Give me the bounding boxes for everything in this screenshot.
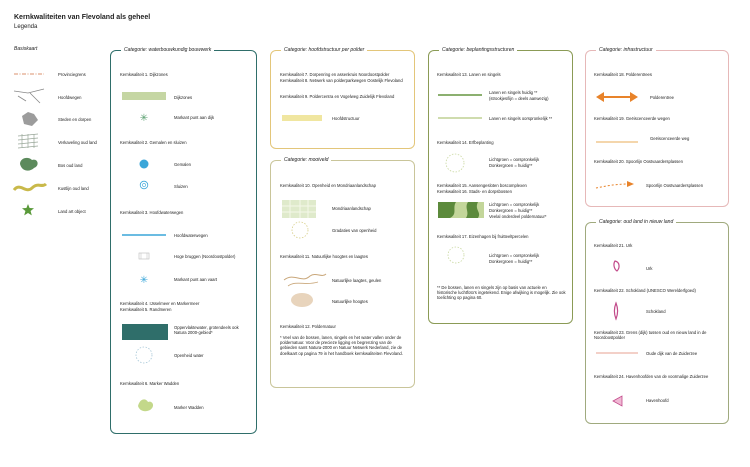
boundary-dash-icon bbox=[14, 70, 44, 78]
coastline-icon bbox=[14, 182, 46, 194]
k18-label: Kernkwaliteit 18. Polderentrees bbox=[594, 72, 652, 77]
legend-bos: Bos oud land bbox=[58, 163, 83, 168]
erfbeplanting-ring-icon bbox=[444, 152, 466, 174]
open-water-label: Oppervlaktewater, grotendeels ook Natura 2000-gebied* bbox=[174, 325, 239, 336]
openheid-water-ring-icon bbox=[134, 345, 154, 365]
k22-label: Kernkwaliteit 22. Schokland (UNESCO Werelderfgoed) bbox=[594, 288, 696, 293]
asterisk-vaart-icon bbox=[139, 274, 149, 284]
polderentree-arrow-icon bbox=[596, 92, 638, 102]
laagtes-label: Natuurlijke laagtes, geulen bbox=[332, 278, 382, 283]
hoofdwaterwegen-label: Hoofdwaterwegen bbox=[174, 233, 208, 238]
k20-label: Kernkwaliteit 20. Spoorlijn Oostvaardersplassen bbox=[594, 159, 683, 164]
svg-text:✳: ✳ bbox=[139, 113, 149, 124]
water-heading: Categorie: waterbouwkundig bouwwerk bbox=[121, 47, 214, 53]
urk-label: Urk bbox=[646, 266, 653, 271]
elzenhagen-ring-icon bbox=[446, 245, 466, 265]
svg-text:✳: ✳ bbox=[139, 275, 149, 286]
star-icon bbox=[22, 204, 34, 216]
oude-dijk-label: Oude dijk van de Zuiderzee bbox=[646, 351, 698, 356]
k24-label: Kernkwaliteit 24. Havenhoofden van de voormalige Zuiderzee bbox=[594, 374, 709, 379]
k6-label: Kernkwaliteit 6. Marker Wadden bbox=[120, 381, 180, 386]
hoofdwaterweg-line-icon bbox=[122, 233, 166, 237]
k15-label: Kernkwaliteit 15. Aansengesloten boscomplexen bbox=[437, 183, 527, 188]
gemalen-label: Gemalen bbox=[174, 162, 191, 167]
hoogtes-blob-icon bbox=[290, 292, 314, 308]
mondriaan-label: Mondriaanlandschap bbox=[332, 206, 371, 211]
mooi-heading: Categorie: mooiveld bbox=[281, 157, 331, 163]
forest-blob-icon bbox=[18, 156, 40, 172]
hoofdstructuur-band-icon bbox=[282, 115, 322, 121]
mondriaan-icon bbox=[282, 200, 316, 218]
spoorlijn-label: Spoorlijn Oostvaardersplassen bbox=[646, 183, 704, 188]
k2-label: Kernkwaliteit 2. Gemalen en sluizen bbox=[120, 140, 187, 145]
hoogtes-label: Natuurlijke hoogtes bbox=[332, 299, 368, 304]
veelal-label: Veelal onderdeel poldernatuur* bbox=[489, 214, 547, 219]
legend-kustlijn: Kustlijn oud land bbox=[58, 186, 89, 191]
k11-label: Kernkwaliteit 11. Natuurlijke hoogtes en laagtes bbox=[280, 254, 368, 259]
legend-verkaveling: Verkaveling oud land bbox=[58, 140, 97, 145]
lanen-huidig-label: Lanen en singels huidig ** bbox=[489, 90, 538, 95]
havenhoofd-triangle-icon bbox=[612, 395, 624, 407]
hoofdstructuur-label: Hoofdstructuur bbox=[332, 116, 360, 121]
gradaties-label: Gradaties van openheid bbox=[332, 228, 377, 233]
dijkzone-band-icon bbox=[122, 92, 166, 100]
boscomplex-fill-icon bbox=[438, 202, 484, 218]
k3-label: Kernkwaliteit 3. Hoofdwaterwegen bbox=[120, 210, 184, 215]
asterisk-dijk-icon bbox=[139, 112, 149, 122]
parcels-icon bbox=[16, 132, 42, 150]
oud-category-box bbox=[585, 219, 729, 424]
water-category-box bbox=[110, 47, 257, 434]
k19-label: Kernkwaliteit 19. Geëiscenceerde wegen bbox=[594, 116, 670, 121]
lanen-oorspr-label: Lanen en singels oorspronkelijk ** bbox=[489, 116, 553, 121]
lichtgroen2-label: Lichtgroen = oorspronkelijk bbox=[489, 202, 540, 207]
brug-icon bbox=[138, 252, 150, 260]
legend-land-art: Land art object bbox=[58, 209, 86, 214]
markant-dijk-label: Markant punt aan dijk bbox=[174, 115, 215, 120]
weg-line-icon bbox=[596, 140, 638, 144]
bruggen-label: Hoge bruggen (Noordoostpolder) bbox=[174, 254, 236, 259]
laagtes-lines-icon bbox=[284, 270, 326, 288]
infra-heading: Categorie: infrastructuur bbox=[596, 47, 656, 53]
donkergroen2-label: Donkergroen = huidig** bbox=[489, 208, 533, 213]
k17-label: Kernkwaliteit 17. Eizenhagen bij fruitteeltpercelen bbox=[437, 234, 529, 239]
k13-label: Kernkwaliteit 13. Lanen en singels bbox=[437, 72, 501, 77]
lichtgroen3-label: Lichtgroen = oorspronkelijk bbox=[489, 253, 540, 258]
legend-steden: Steden en dorpen bbox=[58, 117, 92, 122]
k9-label: Kernkwaliteit 9. Poldercentra en Vogelweg Zuidelijk Flevoland bbox=[280, 94, 395, 99]
k5-label: Kernkwaliteit 5. Randmeren bbox=[120, 307, 172, 312]
page-title: Kernkwaliteiten van Flevoland als geheel bbox=[14, 14, 151, 21]
strook-label: (strookjes/lijn = deels aanwezig) bbox=[489, 96, 549, 101]
open-water-fill-icon bbox=[122, 324, 168, 340]
page-subtitle: Legenda bbox=[14, 24, 38, 30]
k14-label: Kernkwaliteit 14. Erfbeplanting bbox=[437, 140, 494, 145]
k1-label: Kernkwaliteit 1. Dijkzones bbox=[120, 72, 168, 77]
openheid-water-label: Openheid water bbox=[174, 353, 204, 358]
gradaties-ring-icon bbox=[290, 220, 310, 240]
k10-label: Kernkwaliteit 10. Openheid en Mondriaanlandschap bbox=[280, 183, 376, 188]
dijkzones-label: Dijkzones bbox=[174, 95, 193, 100]
lichtgroen1-label: Lichtgroen = oorspronkelijk bbox=[489, 157, 540, 162]
gemaal-dot-icon bbox=[139, 159, 149, 169]
hoofd-heading: Categorie: hoofdstructuur per polder bbox=[281, 47, 367, 53]
beplant-note: ** De bossen, lanen en singels zijn op basis van actuele en historische luchtfoto's ingetekend. Enige afwijking is mogelijk. Zie ook toelichting op pagina 60. bbox=[437, 285, 566, 301]
mooi-note: * Veel van de bossen, lanen, singels en het water vallen onder de poldernatuur. Voor de precieze ligging en begrenzing van de gebieden samt Natura-2000 en Natuur Netwerk Nederland, zie de doelkaart op pagina 79 in het handboek kernkwaliteiten Flevoland. bbox=[280, 335, 403, 356]
marker-wadden-label: Marker Wadden bbox=[174, 405, 204, 410]
marker-wadden-icon bbox=[136, 396, 156, 412]
basiskaart-heading: Basiskaart bbox=[14, 46, 38, 52]
k16-label: Kernkwaliteit 16. Stads- en dorpsbossen bbox=[437, 189, 512, 194]
urk-shape-icon bbox=[612, 260, 622, 272]
spoorlijn-dashed-icon bbox=[596, 180, 636, 190]
k8-label: Kernkwaliteit 8. Netwerk van polderparkwegen Oostelijk Flevoland bbox=[280, 78, 403, 83]
donkergroen3-label: Donkergroen = huidig** bbox=[489, 259, 533, 264]
schokland-label: Schokland bbox=[646, 309, 666, 314]
oude-dijk-line-icon bbox=[596, 351, 638, 355]
havenhoofd-label: Havenhoofd bbox=[646, 398, 669, 403]
polderentree-label: Polderentree bbox=[650, 95, 674, 100]
city-shape-icon bbox=[20, 110, 40, 128]
beplant-heading: Categorie: beplantingsstructuren bbox=[439, 47, 517, 53]
lanen-oorspr-line-icon bbox=[438, 116, 482, 120]
weg-label: Geëiscenceerde weg bbox=[650, 136, 690, 141]
sluis-circle-icon bbox=[139, 180, 149, 190]
legend-hoofdwegen: Hoofdwegen bbox=[58, 95, 82, 100]
k7-label: Kernkwaliteit 7. Dorpenring en assenkruis Noordoostpolder bbox=[280, 72, 390, 77]
k4-label: Kernkwaliteit 4. IJsselmeer en Markermeer bbox=[120, 301, 200, 306]
donkergroen1-label: Donkergroen = huidig** bbox=[489, 163, 533, 168]
hoofd-category-box bbox=[270, 47, 415, 149]
sluizen-label: Sluizen bbox=[174, 184, 188, 189]
road-lines-icon bbox=[14, 87, 48, 105]
lanen-huidig-line-icon bbox=[438, 93, 482, 97]
k21-label: Kernkwaliteit 21. Urk bbox=[594, 243, 633, 248]
oud-heading: Categorie: oud land in nieuw land bbox=[596, 219, 676, 225]
schokland-shape-icon bbox=[612, 302, 620, 320]
k23-label: Kernkwaliteit 23. Grens (dijk) tussen oud en nieuw land in de Noordoostpolder bbox=[594, 330, 707, 341]
k12-label: Kernkwaliteit 12. Poldernatuur bbox=[280, 324, 336, 329]
markant-vaart-label: Markant punt aan vaart bbox=[174, 277, 218, 282]
legend-provinciegrens: Provinciegrens bbox=[58, 72, 86, 77]
